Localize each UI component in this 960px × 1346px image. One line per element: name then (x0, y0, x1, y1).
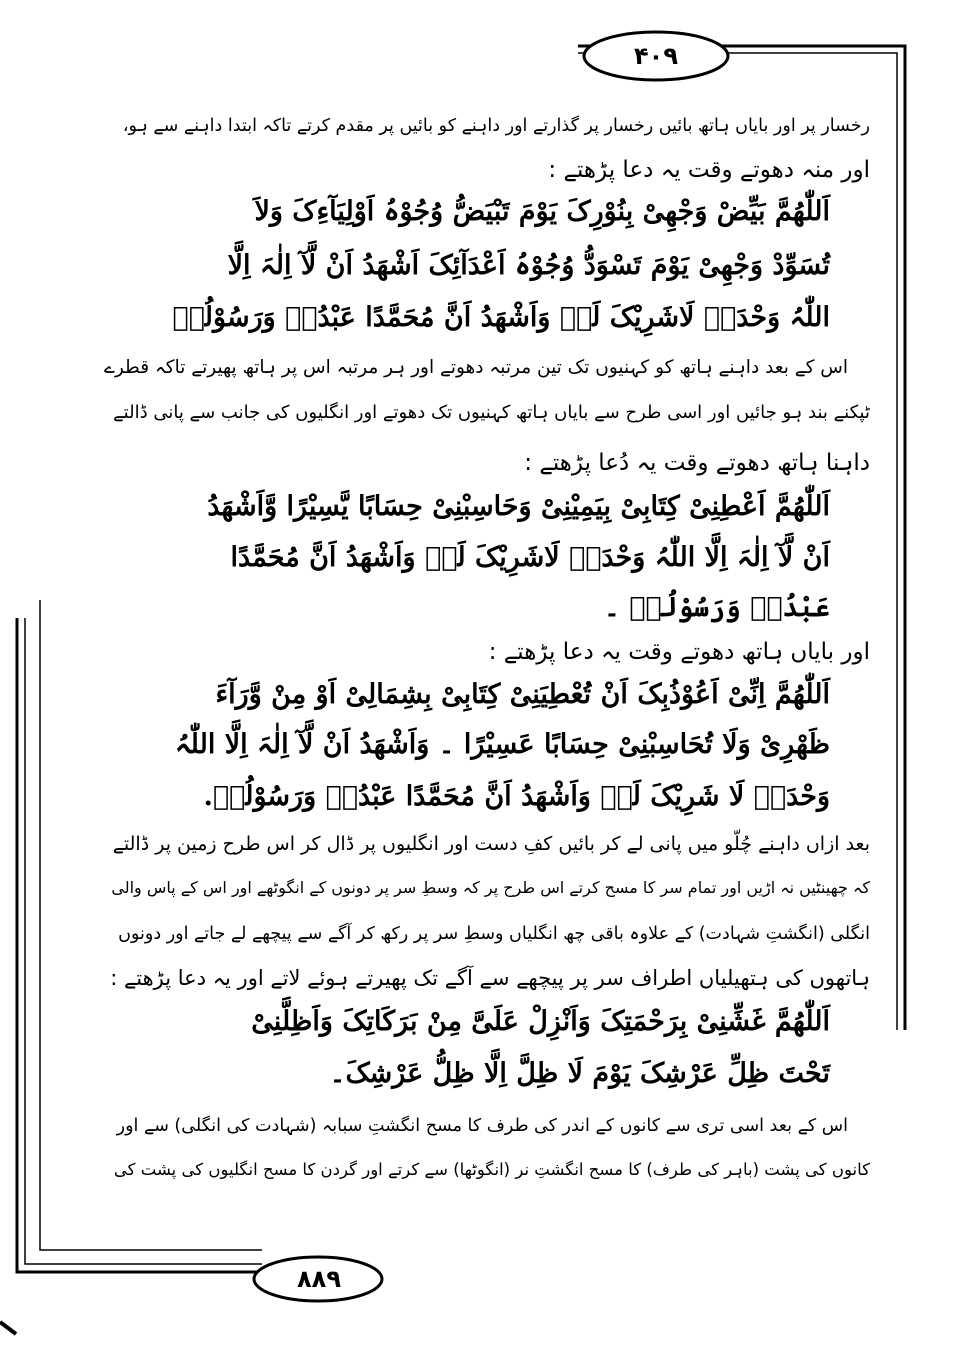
text-line: رخسار پر اور بایاں ہاتھ بائیں رخسار پر گذارتے اور داہنے کو بائیں پر مقدم کرتے تاکہ ابتدا داہنے سے ہو، (122, 116, 870, 136)
page-number-top: ۴۰۹ (634, 42, 678, 70)
arabic-dua-line: وَحْدَہٗ لَا شَرِیْکَ لَہٗ وَاَشْھَدُ اَنَّ مُحَمَّدًا عَبْدُہٗ وَرَسُوْلُہٗ. (203, 781, 830, 812)
arabic-dua-line: اَللّٰھُمَّ بَیِّضْ وَجْھِیْ بِنُوْرِکَ یَوْمَ تَبْیَضُّ وُجُوْہُ اَوْلِیَآءِکَ وَلاَ (254, 196, 830, 227)
text-line: کہ چھینٹیں نہ اڑیں اور تمام سر کا مسح کرتے اس طرح پر کہ وسطِ سر پر دونوں کے انگوٹھے اور اس کے پاس والی (111, 878, 870, 897)
text-line: ٹپکنے بند ہو جائیں اور اسی طرح سے بایاں ہاتھ کہنیوں تک دھوتے اور انگلیوں کی جانب سے پانی ڈالتے (113, 402, 870, 423)
arabic-dua-line: اللّٰہُ وَحْدَہٗ لَاشَرِیْکَ لَہٗ وَاَشْھَدُ اَنَّ مُحَمَّدًا عَبْدُہٗ وَرَسُوْلُہٗ (172, 302, 830, 333)
text-line: داہنا ہاتھ دھوتے وقت یہ دُعا پڑھتے : (524, 450, 870, 476)
arabic-dua-line: تَحْتَ ظِلِّ عَرْشِکَ یَوْمَ لَا ظِلَّ اِلَّا ظِلُّ عَرْشِکَ۔ (329, 1058, 830, 1089)
arabic-dua-line: عَبْدُہٗ وَرَسُوْلُہٗ ۔ (604, 592, 830, 623)
arabic-dua-line: اَللّٰھُمَّ اِنِّیْ اَعُوْذُبِکَ اَنْ تُعْطِیَنِیْ کِتَابِیْ بِشِمَالِیْ اَوْ مِنْ وَّرَآءَ (215, 679, 830, 710)
text-line: اور منہ دھوتے وقت یہ دعا پڑھتے : (548, 157, 870, 183)
text-line: اس کے بعد داہنے ہاتھ کو کہنیوں تک تین مرتبہ دھوتے اور ہر مرتبہ اس پر ہاتھ پھیرتے تاکہ قطرے (103, 357, 848, 378)
arabic-dua-line: اَللّٰھُمَّ غَشِّنِیْ بِرَحْمَتِکَ وَاَنْزِلْ عَلَیَّ مِنْ بَرَکَاتِکَ وَاَظِلَّنِیْ (251, 1006, 830, 1037)
arabic-dua-line: ظَھْرِیْ وَلَا تُحَاسِبْنِیْ حِسَابًا عَسِیْرًا ۔ وَاَشْھَدُ اَنْ لَّآ اِلٰہَ اِلَّا اللّٰہُ (174, 729, 830, 760)
text-line: اس کے بعد اسی تری سے کانوں کے اندر کی طرف کا مسح انگشتِ سبابہ (شہادت کی انگلی) سے اور (116, 1116, 848, 1136)
arabic-dua-line: اَنْ لَّآ اِلٰہَ اِلَّا اللّٰہُ وَحْدَہٗ لَاشَرِیْکَ لَہٗ وَاَشْھَدُ اَنَّ مُحَمَّدًا (230, 542, 830, 573)
text-line: انگلی (انگشتِ شہادت) کے علاوہ باقی چھ انگلیاں وسطِ سر پر رکھ کر آگے سے پیچھے لے جاتے اور دونوں (118, 924, 870, 944)
text-line: کانوں کی پشت (باہر کی طرف) کا مسح انگشتِ نر (انگوٹھا) سے کرتے اور گردن کا مسح انگلیوں کی پشت کی (113, 1160, 870, 1179)
arabic-dua-line: اَللّٰھُمَّ اَعْطِنِیْ کِتَابِیْ بِیَمِیْنِیْ وَحَاسِبْنِیْ حِسَابًا یَّسِیْرًا وَّاَشْھَدُ (207, 491, 830, 522)
page-number-bottom: ۸۸۹ (297, 1265, 341, 1293)
text-line: ہاتھوں کی ہتھیلیاں اطراف سر پر پیچھے سے آگے تک پھیرتے ہوئے لاتے اور یہ دعا پڑھتے : (110, 966, 870, 990)
corner-mark (0, 1322, 16, 1334)
text-line: اور بایاں ہاتھ دھوتے وقت یہ دعا پڑھتے : (488, 639, 870, 665)
text-line: بعد ازاں داہنے چُلّو میں پانی لے کر بائیں کفِ دست اور انگلیوں پر ڈال کر اس طرح زمین پر ڈالتے (112, 833, 870, 855)
arabic-dua-line: تُسَوِّدْ وَجْھِیْ یَوْمَ تَسْوَدُّ وُجُوْہُ اَعْدَآئِکَ اَشْھَدُ اَنْ لَّآ اِلٰہَ اِلَّا (227, 250, 830, 281)
